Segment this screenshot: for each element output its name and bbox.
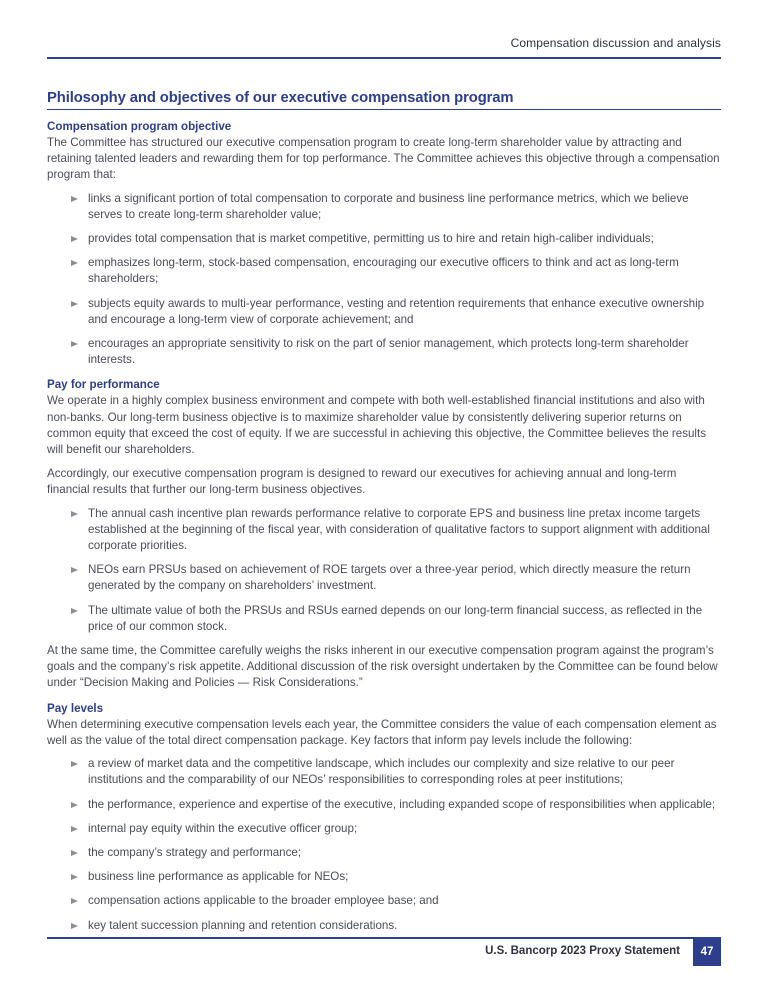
list-item: NEOs earn PRSUs based on achievement of ROE targets over a three-year period, which directly measure the return generated by the company on shareholders’ investment. [71, 562, 721, 594]
triangle-bullet-icon [71, 850, 78, 856]
triangle-bullet-icon [71, 301, 78, 307]
list-item: the company’s strategy and performance; [71, 845, 721, 861]
header-rule [47, 57, 721, 59]
pay-levels-section [47, 701, 721, 934]
pay-levels-heading: Pay levels [47, 701, 104, 715]
pay-for-performance-para2: Accordingly, our executive compensation program is designed to reward our executives for achieving annual and long-term financial results that further our long-term business objectives. [47, 467, 677, 497]
footer-rule [47, 937, 693, 939]
list-item: internal pay equity within the executive officer group; [71, 821, 721, 837]
list-item: compensation actions applicable to the broader employee base; and [71, 893, 721, 909]
triangle-bullet-icon [71, 567, 78, 573]
pay-for-performance-list [47, 506, 721, 635]
list-item: encourages an appropriate sensitivity to risk on the part of senior management, which protects long-term shareholder interests. [71, 336, 721, 368]
triangle-bullet-icon [71, 761, 78, 767]
list-item: business line performance as applicable for NEOs; [71, 869, 721, 885]
triangle-bullet-icon [71, 608, 78, 614]
list-item: The ultimate value of both the PRSUs and RSUs earned depends on our long-term financial success, as reflected in the price of our common stock. [71, 603, 721, 635]
triangle-bullet-icon [71, 341, 78, 347]
list-item: emphasizes long-term, stock-based compensation, encouraging our executive officers to think and act as long-term shareholders; [71, 255, 721, 287]
triangle-bullet-icon [71, 802, 78, 808]
objective-heading: Compensation program objective [47, 120, 232, 133]
triangle-bullet-icon [71, 196, 78, 202]
triangle-bullet-icon [71, 874, 78, 880]
pay-for-performance-para3: At the same time, the Committee carefully weighs the risks inherent in our executive compensation program against the program’s goals and the company’s risk appetite. Additional discussion of the risk oversight undertaken by the Committee can be found below under “Decision Making and Policies — Risk Considerations.” [47, 644, 718, 690]
list-item: links a significant portion of total compensation to corporate and business line performance metrics, which we believe serves to create long-term shareholder value; [71, 191, 721, 223]
footer-publication: U.S. Bancorp 2023 Proxy Statement [485, 945, 680, 957]
page-content [47, 90, 721, 942]
triangle-bullet-icon [71, 826, 78, 832]
objective-list [47, 191, 721, 369]
list-item: the performance, experience and expertise of the executive, including expanded scope of responsibilities when applicable; [71, 797, 721, 813]
pay-levels-intro: When determining executive compensation levels each year, the Committee considers the value of each compensation element as well as the value of the total direct compensation package. Key factors that inform pay levels include the following: [47, 717, 717, 747]
list-item: key talent succession planning and retention considerations. [71, 918, 721, 934]
pay-for-performance-heading: Pay for performance [47, 378, 160, 392]
list-item: subjects equity awards to multi-year performance, vesting and retention requirements that enhance executive ownership and encourage a long-term view of corporate achievement; and [71, 296, 721, 328]
page-number: 47 [693, 937, 721, 966]
pay-for-performance-para1: We operate in a highly complex business environment and compete with both well-established financial institutions and also with non-banks. Our long-term business objective is to maximize shareholder value by consistently delivering superior returns on common equity that exceed the cost of equity. If we are successful in achieving this objective, the Committee believes the results will benefit our shareholders. [47, 394, 707, 457]
triangle-bullet-icon [71, 511, 78, 517]
pay-for-performance-section [47, 377, 721, 691]
triangle-bullet-icon [71, 260, 78, 266]
triangle-bullet-icon [71, 236, 78, 242]
list-item: provides total compensation that is market competitive, permitting us to hire and retain high-caliber individuals; [71, 231, 721, 247]
objective-section [47, 119, 721, 368]
triangle-bullet-icon [71, 898, 78, 904]
list-item: a review of market data and the competitive landscape, which includes our complexity and size relative to our peer institutions and the comparability of our NEOs’ responsibilities to corresponding roles at peer institutions; [71, 756, 721, 788]
objective-intro: The Committee has structured our executive compensation program to create long-term shareholder value by attracting and retaining talented leaders and rewarding them for top performance. The Committee achieves this objective through a compensation program that: [47, 136, 720, 182]
pay-levels-list [47, 756, 721, 934]
list-item: The annual cash incentive plan rewards performance relative to corporate EPS and business line pretax income targets established at the beginning of the fiscal year, with consideration of qualitative factors to support alignment with additional corporate priorities. [71, 506, 721, 555]
triangle-bullet-icon [71, 923, 78, 929]
section-title: Philosophy and objectives of our executive compensation program [47, 90, 721, 110]
running-header: Compensation discussion and analysis [510, 36, 721, 50]
